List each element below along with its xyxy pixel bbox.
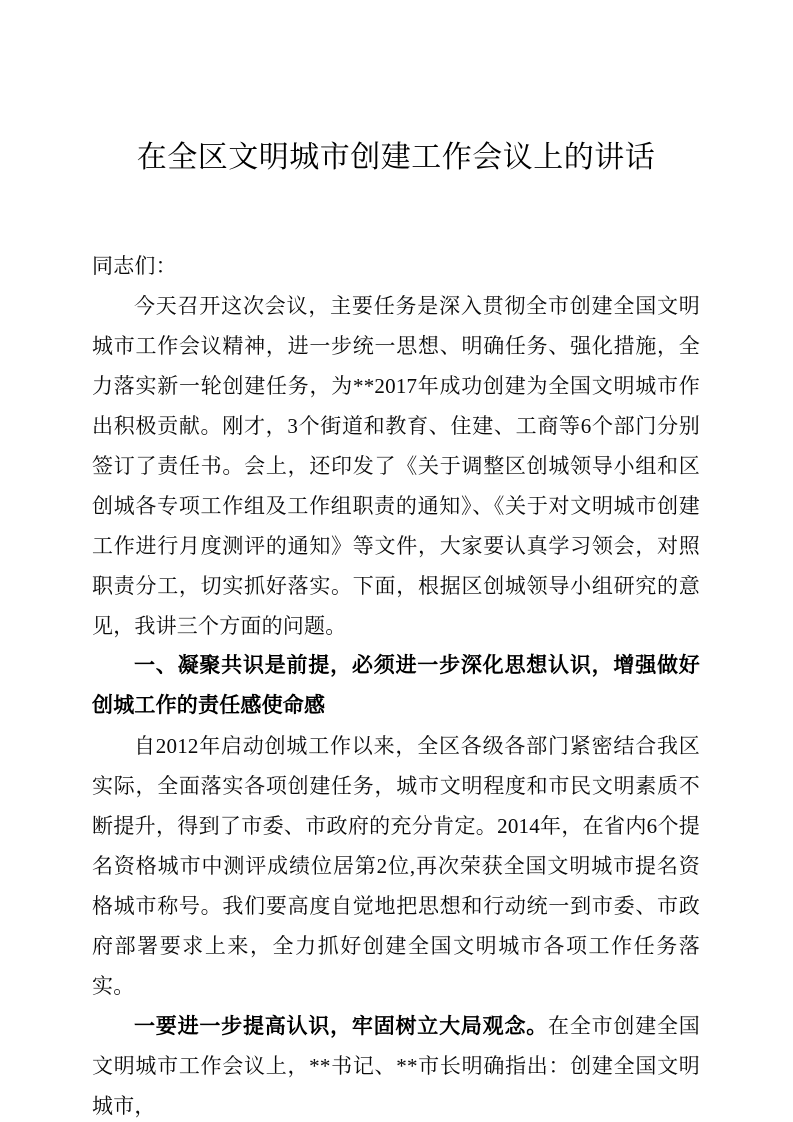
subpoint-one-text: 在全市创建全国文明城市工作会议上，**书记、**市长明确指出：创建全国文明城市， xyxy=(92,1014,700,1118)
opening-paragraph: 今天召开这次会议，主要任务是深入贯彻全市创建全国文明城市工作会议精神，进一步统一思想、明确任务、强化措施，全力落实新一轮创建任务，为**2017年成功创建为全国文明城市作出积极贡献。刚才，3个街道和教育、住建、工商等6个部门分别签订了责任书。会上，还印发了《关于调整区创城领导小组和区创城各专项工作组及工作组职责的通知》、《关于对文明城市创建工作进行月度测评的通知》等文件，大家要认真学习领会，对照职责分工，切实抓好落实。下面，根据区创城领导小组研究的意见，我讲三个方面的问题。 xyxy=(92,294,700,638)
section-heading-one: 一、凝聚共识是前提，必须进一步深化思想认识，增强做好创城工作的责任感使命感 xyxy=(92,654,700,717)
subpoint-one-lead-in: 一要进一步提高认识，牢固树立大局观念。 xyxy=(134,1014,549,1038)
section-one-body-paragraph: 自2012年启动创城工作以来，全区各级各部门紧密结合我区实际，全面落实各项创建任务，城市文明程度和市民文明素质不断提升，得到了市委、市政府的充分肯定。2014年，在省内6个提名资格城市中测评成绩位居第2位,再次荣获全国文明城市提名资格城市称号。我们要高度自觉地把思想和行动统一到市委、市政府部署要求上来，全力抓好创建全国文明城市各项工作任务落实。 xyxy=(92,734,700,998)
salutation: 同志们： xyxy=(92,254,177,278)
document-body xyxy=(92,246,700,1122)
page-title: 在全区文明城市创建工作会议上的讲话 xyxy=(136,141,656,174)
subpoint-one-paragraph xyxy=(92,1006,700,1122)
